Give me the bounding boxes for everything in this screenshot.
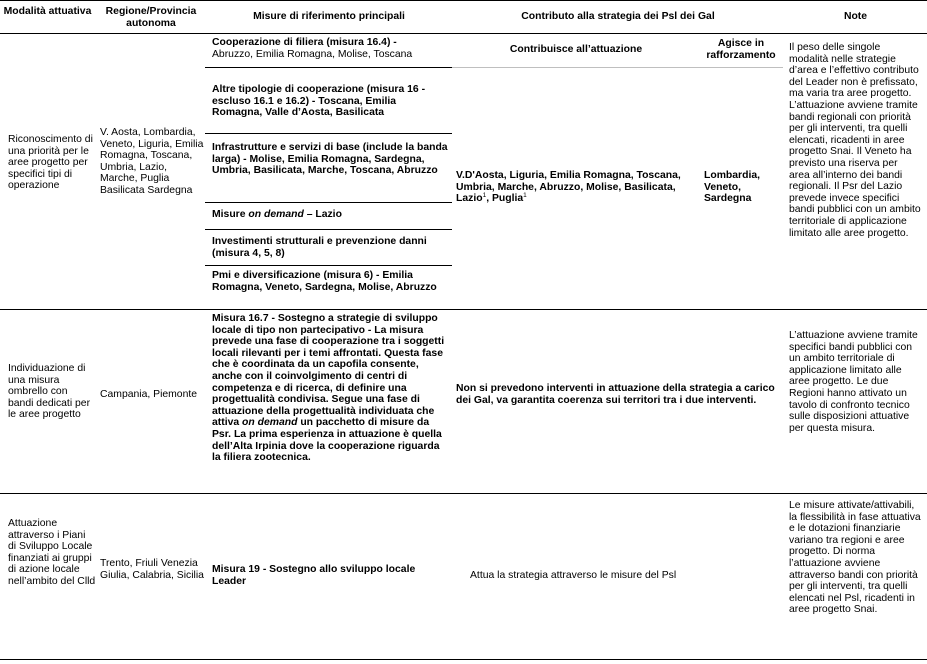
row1-misura-2: Altre tipologie di cooperazione (misura 16 - escluso 16.1 e 16.2) - Toscana, Emilia Romagna, Valle d’Aosta, Basilicata (212, 84, 426, 119)
row3-regione: Trento, Friuli Venezia Giulia, Calabria, Sicilia (100, 558, 204, 581)
row1-misura-6: Pmi e diversificazione (misura 6) - Emilia Romagna, Veneto, Sardegna, Molise, Abruzzo (212, 270, 437, 293)
row2-misure-em: on demand (242, 417, 298, 429)
row3-note: Le misure attivate/attivabili, la flessibilità in fase attuativa e le dotazioni finanziarie variano tra regioni e aree progetto. Di norma l’attuazione avviene attraverso bandi con priorità per gli interventi, tra quelli elencati nel Psl, ricadenti in aree progetto Snai. (789, 500, 921, 616)
row2-misure-b: un pacchetto di misure da Psr. La prima esperienza in attuazione è quella dell’Alta Irpinia dove la cooperazione riguarda la filiera zootecnica. (212, 417, 442, 464)
row1-contribuisce (456, 170, 696, 205)
misura-1-title: Cooperazione di filiera (misura 16.4) - (212, 37, 397, 48)
misura-4-post: – Lazio (303, 209, 342, 220)
footnote-mark-1: 1 (482, 192, 487, 200)
row1-misura-3: Infrastrutture e servizi di base (include la banda larga) - Molise, Emilia Romagna, Sardegna, Umbria, Basilicata, Marche, Toscana, Abruzzo (212, 142, 448, 177)
row2-note: L’attuazione avviene tramite specifici bandi pubblici con un ambito territoriale di applicazione limitato alle aree progetto. Le due Regioni hanno attivato un tavolo di confronto tecnico sulle disposizioni attuative per questa misura. (789, 330, 918, 434)
rule-misure-2 (205, 133, 452, 134)
row2-misure (212, 313, 448, 464)
row2-misure-a: Misura 16.7 - Sostegno a strategie di sviluppo locale di tipo non partecipativo - La misura prevede una fase di cooperazione tra i soggetti locali rilevanti per i temi affrontati. Questa fase che è coordinata da un capofila consente, anche con il coinvolgimento di centri di competenza e di ricerca, di definire una progettualità condivisa. Segue una fase di attuazione della progettualità individuata che attiva (212, 313, 445, 429)
row2-regione: Campania, Piemonte (100, 389, 198, 400)
header-misure: Misure di riferimento principali (253, 11, 405, 22)
header-modalita: Modalità attuativa (3, 6, 92, 17)
rule-top (0, 0, 927, 1)
rule-subheader (451, 67, 783, 68)
contribuisce-list: V.D'Aosta, Liguria, Emilia Romagna, Toscana, Umbria, Marche, Abruzzo, Molise, Basilicata, Lazio (456, 170, 681, 205)
row3-misure: Misura 19 - Sostegno allo sviluppo locale Leader (212, 564, 416, 587)
rule-bottom (0, 659, 927, 660)
row1-misura-4 (212, 209, 448, 221)
row1-modalita: Riconoscimento di una priorità per le aree progetto per specifici tipi di operazione (8, 134, 93, 192)
subheader-contribuisce: Contribuisce all’attuazione (509, 44, 643, 55)
misura-4-pre: Misure (212, 209, 249, 220)
footnote-mark-2: 1 (523, 192, 527, 200)
row1-agisce: Lombardia, Veneto, Sardegna (704, 170, 761, 205)
rule-misure-3 (205, 202, 452, 203)
row1-regione: V. Aosta, Lombardia, Veneto, Liguria, Emilia Romagna, Toscana, Umbria, Lazio, Marche, Puglia Basilicata Sardegna (100, 127, 204, 196)
rule-header-bottom (0, 33, 927, 34)
row2-contributo: Non si prevedono interventi in attuazione della strategia a carico dei Gal, va garantita coerenza sui territori tra i due interventi. (456, 383, 775, 406)
rule-misure-4 (205, 229, 452, 230)
row3-modalita: Attuazione attraverso i Piani di Sviluppo Locale finanziati ai gruppi di azione locale nell’ambito del Clld (8, 518, 96, 587)
rule-row1-bottom (0, 309, 927, 310)
misura-4-em: on demand (248, 209, 304, 220)
header-regione: Regione/Provincia autonoma (105, 6, 197, 29)
row3-contributo: Attua la strategia attraverso le misure del Psl (470, 570, 677, 581)
row1-note: Il peso delle singole modalità nelle strategie d’area e l’effettivo contributo del Leader non è prefissato, ma varia tra aree progetto. L’attuazione avviene tramite bandi regionali con priorità per gli interventi, tra quelli elencati, ricadenti in aree progetto Snai. Il Veneto ha previsto una riserva per area all’interno dei bandi regionali. Il Psr del Lazio prevede invece specifici bandi pubblici con un ambito territoriale di applicazione limitato alle aree progetto. (789, 42, 921, 239)
misura-1-detail: Abruzzo, Emilia Romagna, Molise, Toscana (212, 48, 413, 60)
rule-misure-1 (205, 67, 452, 68)
contribuisce-puglia: , Puglia (486, 193, 524, 205)
row1-misura-1 (212, 37, 448, 60)
header-note: Note (843, 11, 868, 22)
rule-row2-bottom (0, 493, 927, 494)
row2-modalita: Individuazione di una misura ombrello con bandi dedicati per le aree progetto (8, 363, 91, 421)
row1-misura-5: Investimenti strutturali e prevenzione danni (misura 4, 5, 8) (212, 236, 427, 259)
header-contributo: Contributo alla strategia dei Psl dei Gal (521, 11, 715, 22)
rule-misure-5 (205, 265, 452, 266)
subheader-agisce: Agisce in rafforzamento (706, 38, 776, 61)
